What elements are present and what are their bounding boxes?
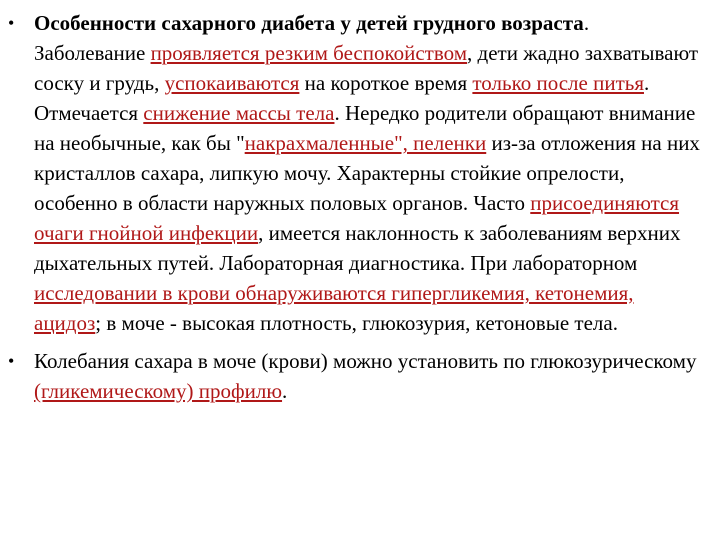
text-segment: , имеется наклонность к заболеваниям верхних дыхательных путей. Лабораторная диагностика. При лабораторном [34, 221, 681, 275]
text-segment: , дети жадно захватывают соску и грудь, [34, 41, 699, 95]
bullet-icon: • [8, 13, 15, 33]
text-segment: из-за отложения на них кристаллов сахара, липкую мочу. Характерны стойкие опрелости, особенно в области наружных половых органов. Часто [34, 131, 700, 215]
text-segment: . Нередко родители обращают внимание на необычные, как бы " [34, 101, 696, 155]
hyperlink-purulent-infection[interactable]: присоединяются очаги гнойной инфекции [34, 191, 680, 245]
text-segment: на короткое время [299, 71, 473, 95]
bullet-item-diabetes-infants [0, 8, 704, 338]
text-segment: . Заболевание [34, 11, 590, 65]
text-segment: . Отмечается [34, 71, 650, 125]
bullet-item-sugar-profile [0, 346, 704, 406]
hyperlink-restlessness[interactable]: проявляется резким беспокойством [150, 41, 468, 65]
text-segment: Колебания сахара в моче (крови) можно установить по глюкозурическому [34, 349, 697, 373]
text-segment: . [282, 379, 288, 403]
hyperlink-after-drinking[interactable]: только после питья [472, 71, 644, 95]
bullet-list [0, 8, 704, 406]
hyperlink-blood-tests[interactable]: исследовании в крови обнаруживаются гипергликемия, кетонемия, ацидоз [34, 281, 634, 335]
bullet-heading: Особенности сахарного диабета у детей грудного возраста [34, 11, 584, 35]
text-segment: ; в моче - высокая плотность, глюкозурия, кетоновые тела. [95, 311, 618, 335]
hyperlink-weight-loss[interactable]: снижение массы тела [143, 101, 335, 125]
bullet-icon: • [8, 351, 15, 371]
hyperlink-calm-down[interactable]: успокаиваются [164, 71, 300, 95]
hyperlink-glycemic-profile[interactable]: (гликемическому) профилю [34, 379, 283, 403]
hyperlink-starched-diapers[interactable]: накрахмаленные", пеленки [244, 131, 487, 155]
